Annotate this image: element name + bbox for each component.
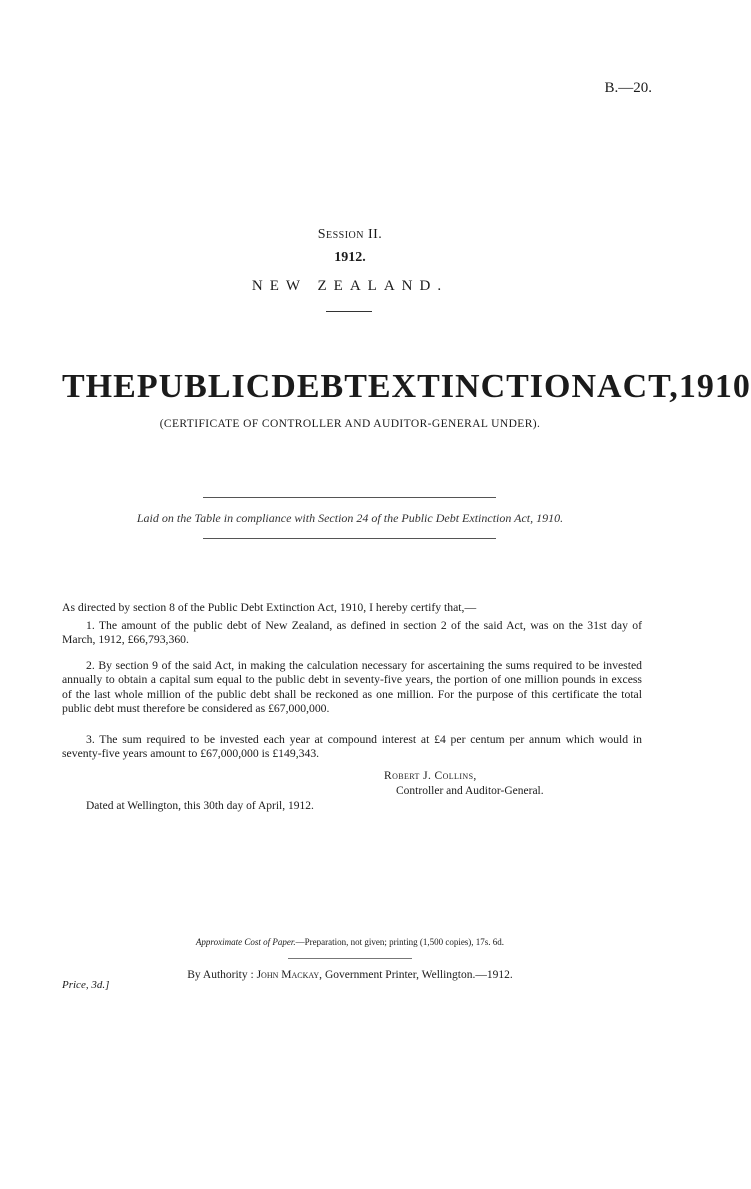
session-label: Session II. <box>317 227 383 242</box>
certificate-paragraph-3: 3. The sum required to be invested each year at compound interest at £4 per centum per annum which would in seventy-five years amount to £67,000,000 is £149,343. <box>62 733 642 761</box>
dated-line: Dated at Wellington, this 30th day of April, 1912. <box>86 800 314 812</box>
cost-detail: —Preparation, not given; printing (1,500 copies), 17s. 6d. <box>295 937 505 947</box>
divider-top <box>203 497 496 498</box>
title-word: THE <box>62 368 137 405</box>
certificate-paragraph-1: 1. The amount of the public debt of New Zealand, as defined in section 2 of the said Act, was on the 31st day of March, 1912, £66,793,360. <box>62 619 642 647</box>
paper-reference: B.—20. <box>604 80 652 96</box>
session-year: 1912. <box>334 250 366 265</box>
title-word: EXTINCTION <box>367 368 598 405</box>
title-word: ACT, <box>597 368 679 405</box>
document-subtitle: (CERTIFICATE OF CONTROLLER AND AUDITOR-GENERAL UNDER). <box>159 418 541 430</box>
price-label: Price, 3d.] <box>62 979 110 991</box>
title-word: 1910 <box>678 368 751 405</box>
signatory-title: Controller and Auditor-General. <box>396 785 544 797</box>
footer-divider <box>288 958 412 959</box>
masthead-divider <box>326 311 372 312</box>
title-word: PUBLIC <box>136 368 272 405</box>
printer-rest: Government Printer, Wellington.—1912. <box>324 969 513 981</box>
country-name: NEW ZEALAND. <box>251 278 449 294</box>
printer-name: John Mackay, <box>256 969 323 981</box>
cost-of-paper <box>0 937 700 947</box>
certificate-intro: As directed by section 8 of the Public Debt Extinction Act, 1910, I hereby certify that,— <box>62 601 477 614</box>
authority-prefix: By Authority : <box>187 969 254 981</box>
title-word: DEBT <box>271 368 368 405</box>
signatory-name: Robert J. Collins, <box>384 770 477 782</box>
document-title <box>62 368 751 406</box>
certificate-paragraph-2: 2. By section 9 of the said Act, in making the calculation necessary for ascertaining the sums required to be invested annually to obtain a capital sum equal to the public debt in seventy-five years, the portion of one million pounds in excess of the last whole million of the public debt shall be reckoned as one million. For the purpose of this certificate the total public debt must therefore be considered as £67,000,000. <box>62 659 642 716</box>
cost-label: Approximate Cost of Paper. <box>195 937 296 947</box>
divider-bottom <box>203 538 496 539</box>
laid-on-table-note: Laid on the Table in compliance with Section 24 of the Public Debt Extinction Act, 1910. <box>136 511 564 525</box>
